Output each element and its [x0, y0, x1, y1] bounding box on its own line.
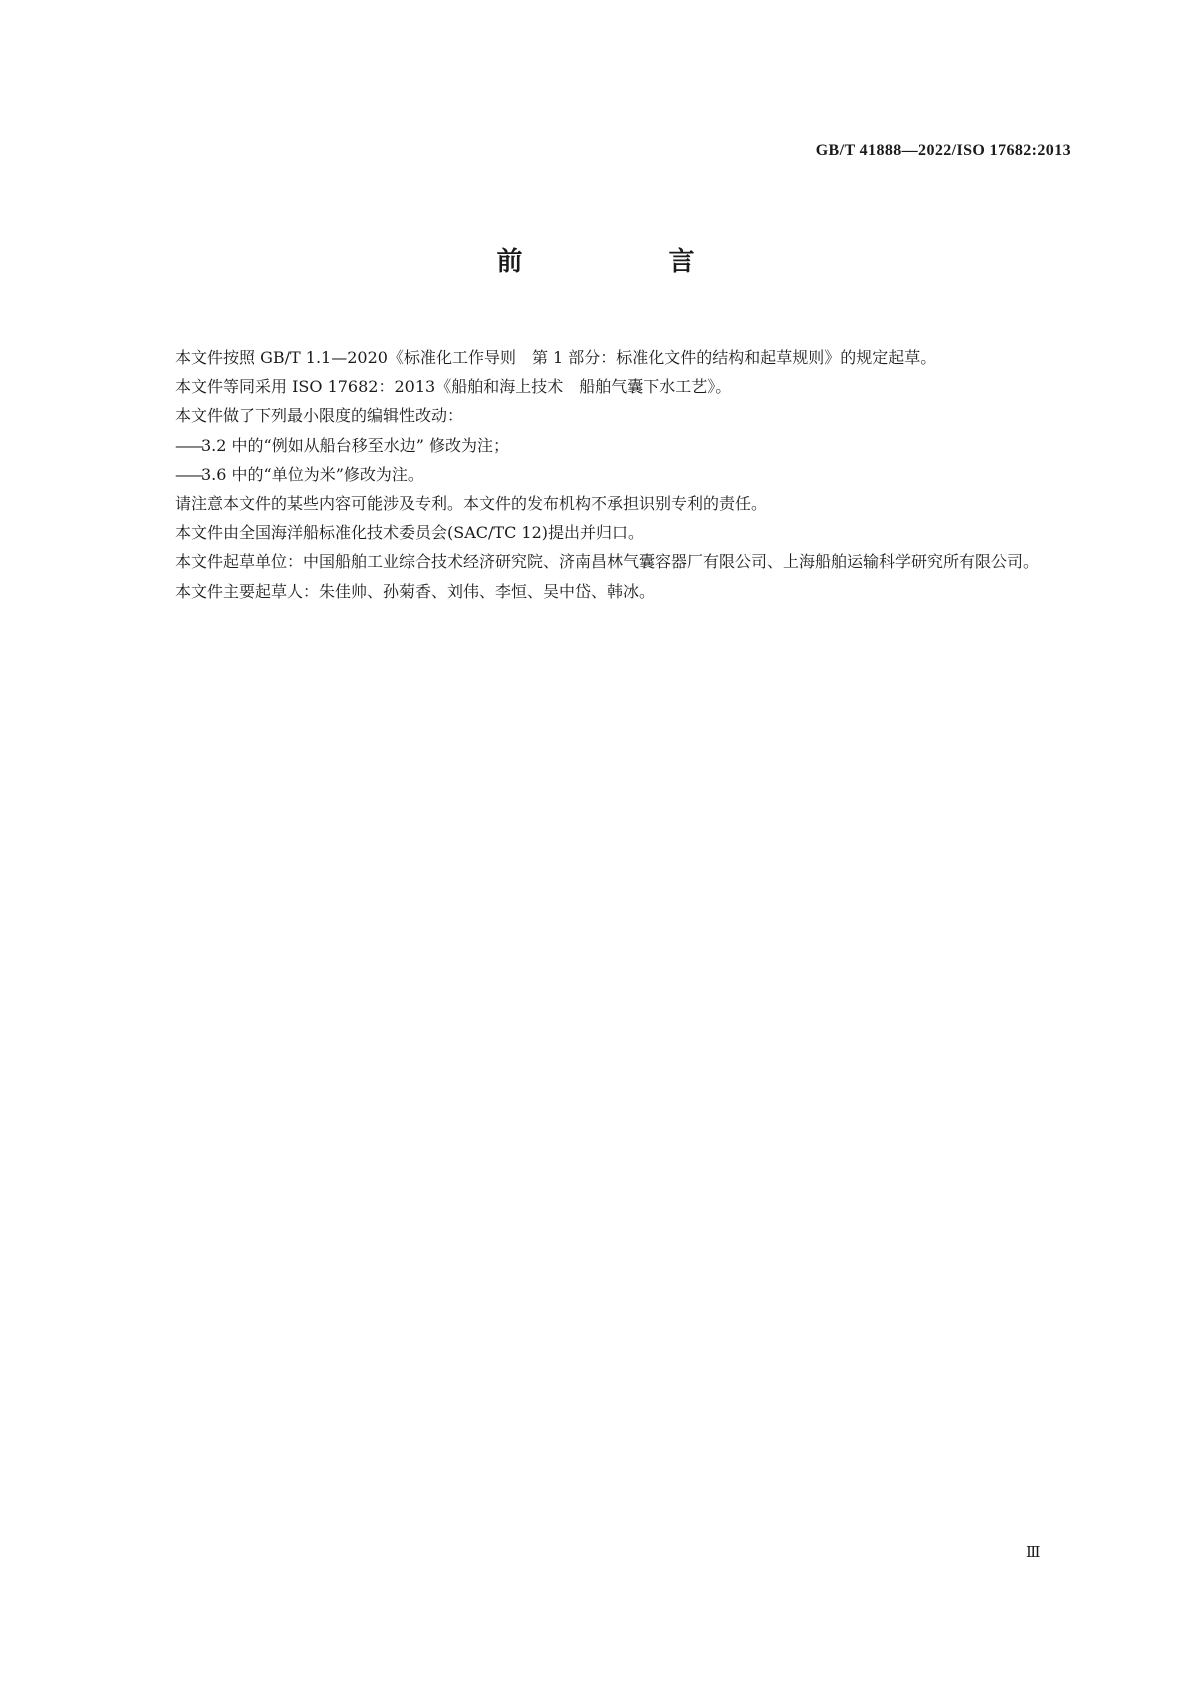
list-item [143, 431, 1061, 460]
list-dash: —— [175, 464, 201, 484]
paragraph-drafting-units: 本文件起草单位：中国船舶工业综合技术经济研究院、济南昌林气囊容器厂有限公司、上海船舶运输科学研究所有限公司。 [175, 552, 1040, 572]
preface-body [143, 343, 1061, 606]
list-item-text: 3.2 中的“例如从船台移至水边” 修改为注； [201, 435, 509, 455]
paragraph-identical-adoption: 本文件等同采用 ISO 17682：2013《船舶和海上技术 船舶气囊下水工艺》。 [175, 377, 732, 397]
paragraph-editorial-changes: 本文件做了下列最小限度的编辑性改动： [175, 406, 464, 426]
list-dash: —— [175, 435, 201, 455]
paragraph-drafting-rules: 本文件按照 GB/T 1.1—2020《标准化工作导则 第 1 部分：标准化文件的结构和起草规则》的规定起草。 [175, 348, 937, 367]
paragraph-patent-notice: 请注意本文件的某些内容可能涉及专利。本文件的发布机构不承担识别专利的责任。 [175, 494, 768, 514]
standard-code-header: GB/T 41888—2022/ISO 17682:2013 [815, 142, 1071, 159]
page-number: Ⅲ [1026, 1545, 1041, 1561]
page-title: 前 言 [496, 247, 755, 277]
list-item [143, 460, 1061, 489]
paragraph-proposing-body: 本文件由全国海洋船标准化技术委员会(SAC/TC 12)提出并归口。 [175, 523, 644, 543]
list-item-text: 3.6 中的“单位为米”修改为注。 [201, 464, 424, 484]
paragraph-drafters: 本文件主要起草人：朱佳帅、孙菊香、刘伟、李恒、吴中岱、韩冰。 [175, 581, 656, 601]
